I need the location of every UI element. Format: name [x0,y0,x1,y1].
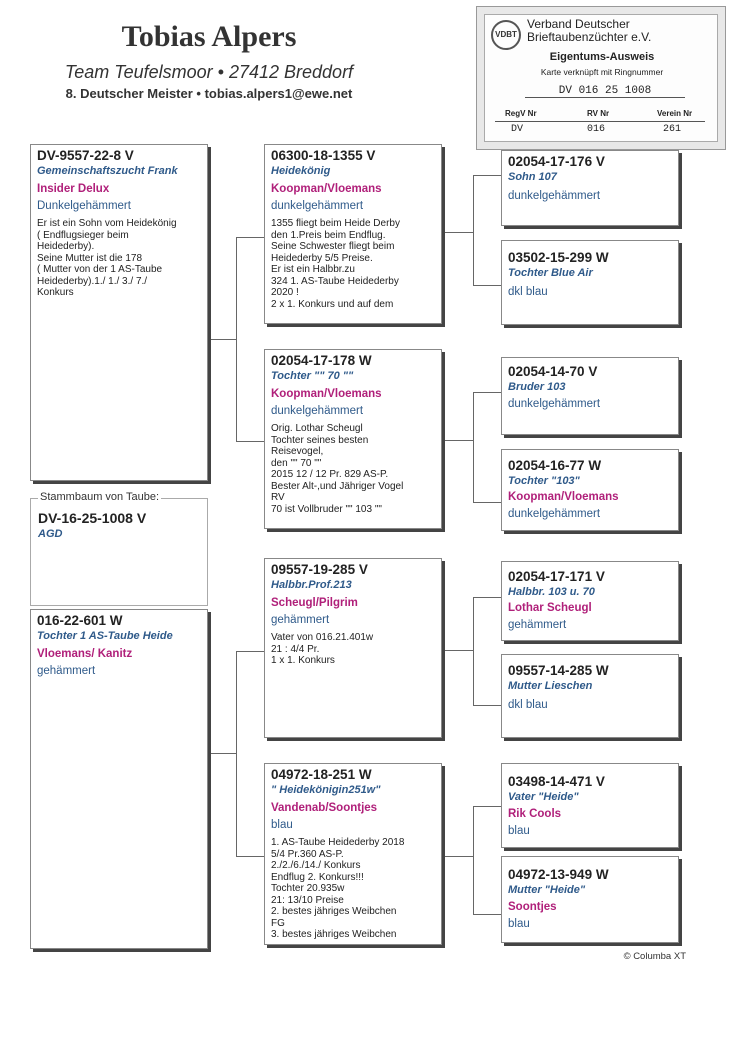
dd-color: blau [271,819,293,831]
ddd-sub: Mutter "Heide" [508,884,586,896]
dds-color: blau [508,825,530,837]
ds-card[interactable] [264,558,442,738]
breeder-info: 8. Deutscher Meister • tobias.alpers1@ewe.net [65,86,353,101]
sdd-sub: Tochter "103" [508,475,580,487]
team-location: Team Teufelsmoor • 27412 Breddorf [64,62,354,82]
dss-sub: Halbbr. 103 u. 70 [508,586,595,598]
ss-color: dunkelgehämmert [271,200,364,212]
ds-breeder: Scheugl/Pilgrim [271,597,358,609]
ownership-stamp [476,6,726,150]
sire-notes: Er ist ein Sohn vom Heidekönig ( Endflugsieger beim Heidederby). Seine Mutter ist die 178 ( Mutter von der 1 AS-Taube Heidederby).1./ 1./ 3./ 7./ Konkurs [37,218,177,298]
sdd-breeder: Koopman/Vloemans [508,491,619,503]
connector-ss-h [236,237,264,238]
dsd-color: dkl blau [508,699,548,711]
sire-color: Dunkelgehämmert [37,200,131,212]
ssd-color: dkl blau [508,286,548,298]
ss-sub: Heidekönig [271,165,331,177]
connector-ds-h [236,651,264,652]
ssd-ring: 03502-15-299 W [508,250,609,265]
connector-dam-h [209,753,237,754]
stamp-divider [495,121,705,122]
sire-ring: DV-9557-22-8 V [37,148,134,163]
ssd-sub: Tochter Blue Air [508,267,593,279]
stamp-title: Eigentums-Ausweis [549,51,655,63]
dam-breeder: Vloemans/ Kanitz [37,648,133,660]
connector-sd [473,392,474,502]
ds-sub: Halbbr.Prof.213 [271,579,352,591]
connector-sd-h [236,441,264,442]
dd-breeder: Vandenab/Soontjes [271,802,378,814]
dsd-ring: 09557-14-285 W [508,663,609,678]
sd-notes: Orig. Lothar Scheugl Tochter seines besten Reisevogel, den "" 70 "" 2015 12 / 12 Pr. 829 AS-P. Bester Alt-,und Jähriger Vogel RV 70 ist Vollbruder "" 103 "" [271,423,404,515]
connector-dd-out [442,856,474,857]
connector-sds [473,392,501,393]
stamp-ring-number: DV 016 25 1008 [525,85,685,98]
dss-card[interactable] [501,561,679,641]
dam-sub: Tochter 1 AS-Taube Heide [37,630,173,642]
verein-value: 261 [663,124,682,135]
sds-sub: Bruder 103 [508,381,566,393]
ss-breeder: Koopman/Vloemans [271,183,382,195]
ss-card[interactable] [264,144,442,324]
connector-sdd [473,502,501,503]
association-logo: VDBT [491,20,521,50]
ddd-color: blau [508,918,530,930]
ds-color: gehämmert [271,614,330,626]
ss-ring: 06300-18-1355 V [271,148,376,163]
dam-color: gehämmert [37,665,96,677]
dds-ring: 03498-14-471 V [508,774,605,789]
stamp-subtitle: Karte verknüpft mit Ringnummer [540,67,664,77]
connector-ssd [473,285,501,286]
sd-breeder: Koopman/Vloemans [271,388,382,400]
connector-dd [473,806,474,914]
sss-sub: Sohn 107 [508,171,557,183]
rv-value: 016 [587,124,606,135]
subject-ring: DV-16-25-1008 V [38,510,147,526]
connector-ds [473,597,474,705]
connector-dds [473,806,501,807]
connector-ddd [473,914,501,915]
ds-ring: 09557-19-285 V [271,562,368,577]
ddd-card[interactable] [501,856,679,943]
dds-sub: Vater "Heide" [508,791,579,803]
sds-ring: 02054-14-70 V [508,364,598,379]
ddd-ring: 04972-13-949 W [508,867,609,882]
sd-card[interactable] [264,349,442,529]
dds-card[interactable] [501,763,679,848]
subject-sub: AGD [38,528,63,540]
sdd-ring: 02054-16-77 W [508,458,602,473]
dss-ring: 02054-17-171 V [508,569,605,584]
sss-card[interactable] [501,150,679,226]
sire-card[interactable] [30,144,208,481]
connector-ss [473,175,474,285]
ssd-card[interactable] [501,240,679,325]
dds-breeder: Rik Cools [508,808,562,820]
pedigree-label: Stammbaum von Taube: [40,491,160,503]
connector-dd-h [236,856,264,857]
sds-color: dunkelgehämmert [508,398,601,410]
ddd-breeder: Soontjes [508,901,557,913]
sd-sub: Tochter "" 70 "" [271,370,354,382]
sss-ring: 02054-17-176 V [508,154,605,169]
sd-ring: 02054-17-178 W [271,353,372,368]
dam-card[interactable] [30,609,208,949]
dss-breeder: Lothar Scheugl [508,602,592,614]
dd-notes: 1. AS-Taube Heidederby 2018 5/4 Pr.360 AS-P. 2./2./6./14./ Konkurs Endflug 2. Konkurs!!! Tochter 20.935w 21: 13/10 Preise 2. bestes jähriges Weibchen FG 3. bestes jähriges Weibchen [271,837,405,940]
sds-card[interactable] [501,357,679,435]
regv-label: RegV Nr [505,109,537,118]
regv-value: DV [511,124,524,135]
breeder-name: Tobias Alpers [121,20,297,53]
sss-color: dunkelgehämmert [508,190,601,202]
ss-notes: 1355 fliegt beim Heide Derby den 1.Preis beim Endflug. Seine Schwester fliegt beim Heidederby 5/5 Preise. Er ist ein Halbbr.zu 324 1. AS-Taube Heidederby 2020 ! 2 x 1. Konkurs und auf dem [271,218,400,310]
dd-card[interactable] [264,763,442,945]
connector-sire-h [209,339,237,340]
connector-sd-out [442,440,474,441]
sire-breeder: Insider Delux [37,183,110,195]
sdd-color: dunkelgehämmert [508,508,601,520]
association-name-1: Verband Deutscher [527,17,630,31]
verein-label: Verein Nr [657,109,693,118]
connector-ss-out [442,232,474,233]
dam-ring: 016-22-601 W [37,613,123,628]
connector-sss [473,175,501,176]
connector-ds-out [442,650,474,651]
connector-dss [473,597,501,598]
ds-notes: Vater von 016.21.401w 21 : 4/4 Pr. 1 x 1. Konkurs [271,632,374,666]
rv-label: RV Nr [587,109,610,118]
dd-sub: " Heidekönigin251w" [271,784,381,796]
dsd-sub: Mutter Lieschen [508,680,593,692]
dd-ring: 04972-18-251 W [271,767,372,782]
association-name-2: Brieftaubenzüchter e.V. [527,30,652,44]
sd-color: dunkelgehämmert [271,405,364,417]
sdd-card[interactable] [501,449,679,531]
sire-sub: Gemeinschaftszucht Frank [37,165,178,177]
dsd-card[interactable] [501,654,679,738]
footer-copyright: © Columba XT [623,951,686,962]
connector-dsd [473,705,501,706]
dss-color: gehämmert [508,619,567,631]
